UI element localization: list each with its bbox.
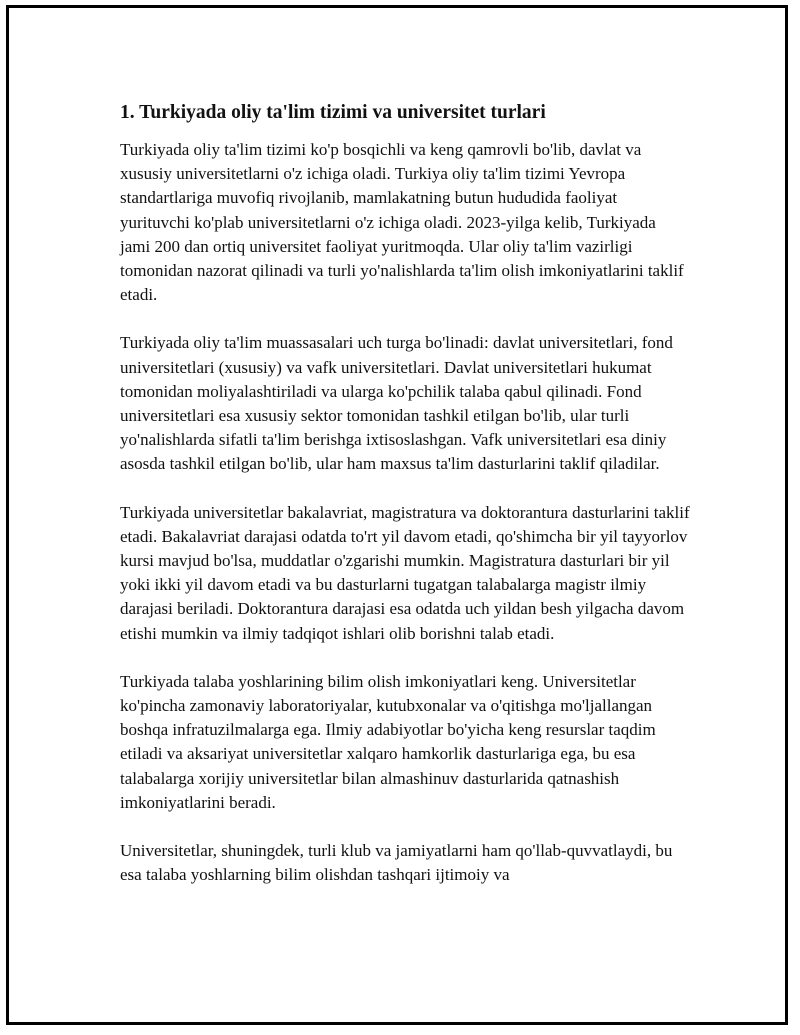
paragraph-1: Turkiyada oliy ta'lim tizimi ko'p bosqichli va keng qamrovli bo'lib, davlat va xususiy universitetlarni o'z ichiga oladi. Turkiya oliy ta'lim tizimi Yevropa standartlariga muvofiq rivojlanib, mamlakatning butun hududida faoliyat yurituvchi ko'plab universitetlarni o'z ichiga oladi. 2023-yilga kelib, Turkiyada jami 200 dan ortiq universitet faoliyat yuritmoqda. Ular oliy ta'lim vazirligi tomonidan nazorat qilinadi va turli yo'nalishlarda ta'lim olish imkoniyatlarini taklif etadi. <box>120 140 684 305</box>
page-frame <box>6 5 788 1025</box>
document-body <box>120 100 690 911</box>
paragraph-3: Turkiyada universitetlar bakalavriat, magistratura va doktorantura dasturlarini taklif etadi. Bakalavriat darajasi odatda to'rt yil davom etadi, qo'shimcha bir yil tayyorlov kursi mavjud bo'lsa, muddatlar o'zgarishi mumkin. Magistratura dasturlari bir yil yoki ikki yil davom etadi va bu dasturlarni tugatgan talabalarga magistr ilmiy darajasi beriladi. Doktorantura darajasi esa odatda uch yildan besh yilgacha davom etishi mumkin va ilmiy tadqiqot ishlari olib borishni talab etadi. <box>120 502 690 643</box>
paragraph-4: Turkiyada talaba yoshlarining bilim olish imkoniyatlari keng. Universitetlar ko'pincha zamonaviy laboratoriyalar, kutubxonalar va o'qitishga mo'ljallangan boshqa infratuzilmalarga ega. Ilmiy adabiyotlar bo'yicha keng resurslar taqdim etiladi va aksariyat universitetlar xalqaro hamkorlik dasturlariga ega, bu esa talabalarga xorijiy universitetlar bilan almashinuv dasturlarida qatnashish imkoniyatlarini beradi. <box>120 671 656 812</box>
paragraph-2: Turkiyada oliy ta'lim muassasalari uch turga bo'linadi: davlat universitetlari, fond universitetlari (xususiy) va vafk universitetlari. Davlat universitetlari hukumat tomonidan moliyalashtiriladi va ularga ko'pchilik talaba qabul qilinadi. Fond universitetlari esa xususiy sektor tomonidan tashkil etilgan bo'lib, ular turli yo'nalishlarda sifatli ta'lim berishga ixtisoslashgan. Vafk universitetlari esa diniy asosda tashkil etilgan bo'lib, ular ham maxsus ta'lim dasturlarini taklif qiladilar. <box>120 333 673 474</box>
section-heading: 1. Turkiyada oliy ta'lim tizimi va universitet turlari <box>120 102 546 123</box>
paragraph-5: Universitetlar, shuningdek, turli klub va jamiyatlarni ham qo'llab-quvvatlaydi, bu esa talaba yoshlarning bilim olishdan tashqari ijtimoiy va <box>120 841 673 885</box>
